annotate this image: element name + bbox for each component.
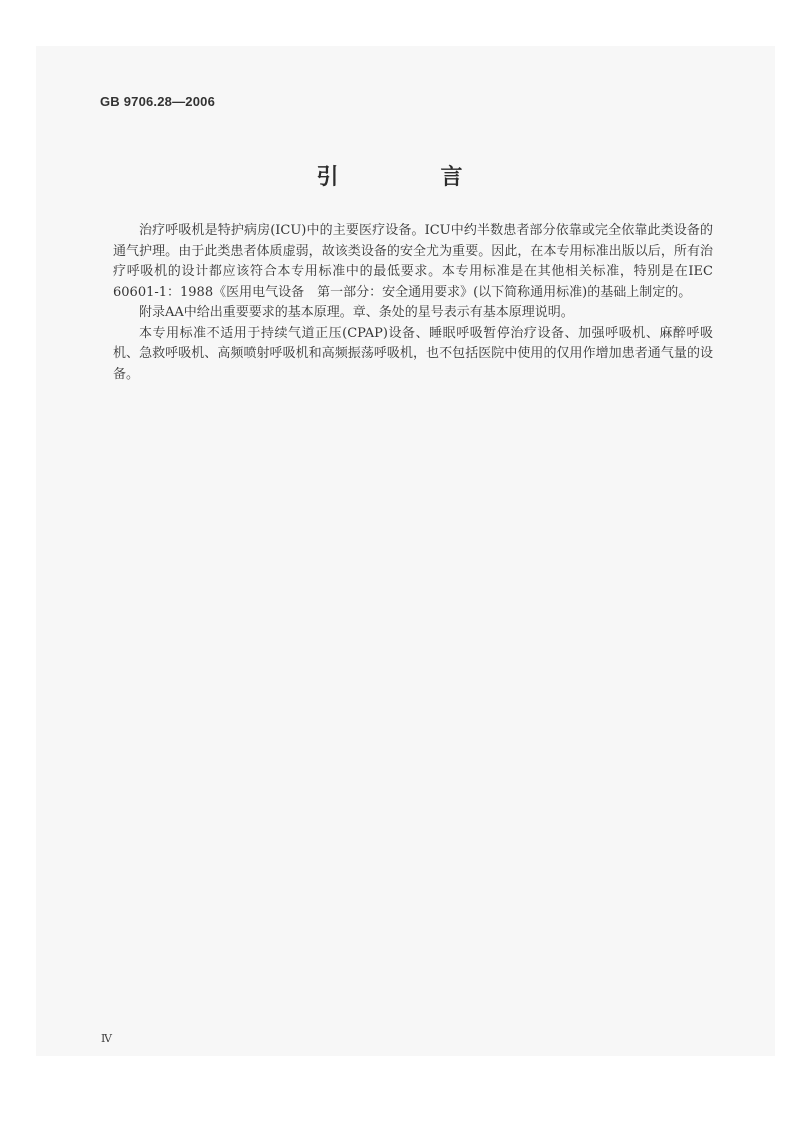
paragraph-annex: 附录AA中给出重要要求的基本原理。章、条处的星号表示有基本原理说明。 (139, 305, 574, 320)
page-number: Ⅳ (101, 1032, 112, 1045)
body-text (113, 221, 713, 385)
paragraph-intro: 治疗呼吸机是特护病房(ICU)中的主要医疗设备。ICU中约半数患者部分依靠或完全依靠此类设备的通气护理。由于此类患者体质虚弱，故该类设备的安全尤为重要。因此，在本专用标准出版以后，所有治疗呼吸机的设计都应该符合本专用标准中的最低要求。本专用标准是在其他相关标准，特别是在IEC 60601-1：1988《医用电气设备 第一部分：安全通用要求》(以下简称通用标准)的基础上制定的。 (113, 223, 713, 300)
standard-code: GB 9706.28—2006 (100, 94, 216, 109)
page-title: 引 言 (316, 165, 503, 190)
paragraph-scope: 本专用标准不适用于持续气道正压(CPAP)设备、睡眠呼吸暂停治疗设备、加强呼吸机、麻醉呼吸机、急救呼吸机、高频喷射呼吸机和高频振荡呼吸机，也不包括医院中使用的仅用作增加患者通气量的设备。 (113, 325, 713, 382)
page-sheet (36, 46, 775, 1056)
